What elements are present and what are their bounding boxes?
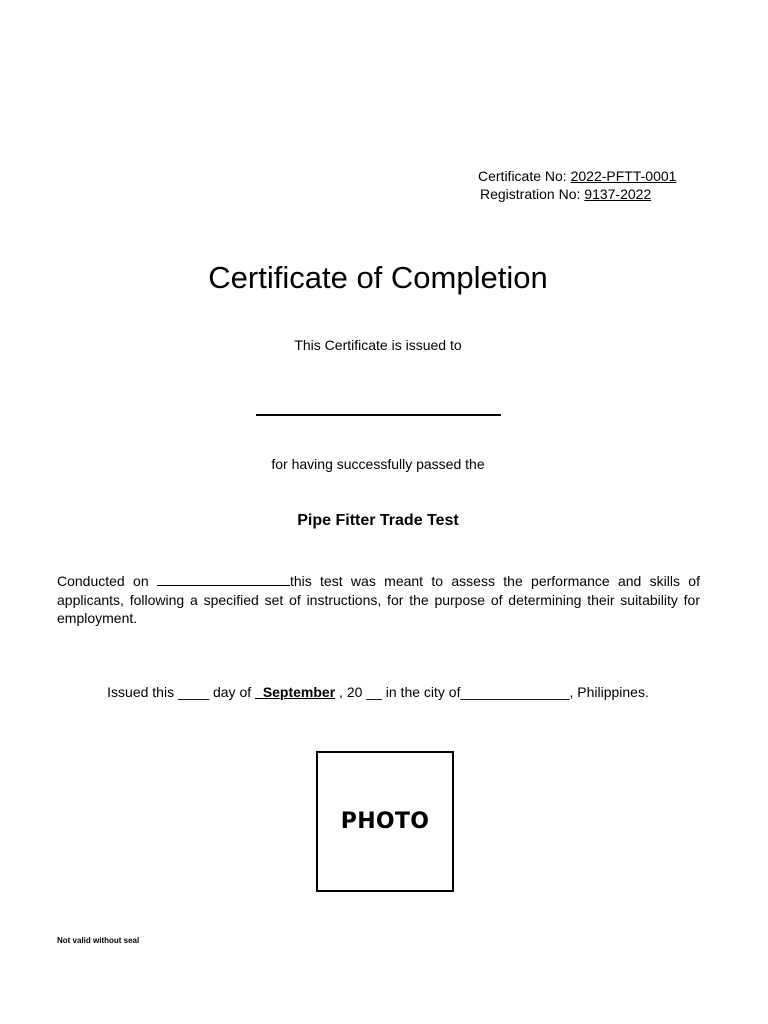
certificate-number-line bbox=[478, 168, 676, 185]
certificate-number-value: 2022-PFTT-0001 bbox=[570, 168, 677, 184]
conducted-date-blank bbox=[157, 573, 290, 586]
registration-number-value: 9137-2022 bbox=[584, 186, 652, 202]
issued-part2: , 20 __ in the city of______________, Philippines. bbox=[335, 684, 649, 700]
issued-line bbox=[0, 684, 756, 701]
seal-note: Not valid without seal bbox=[57, 936, 140, 945]
recipient-name-blank bbox=[256, 414, 501, 416]
certificate-number-label: Certificate No: bbox=[478, 168, 567, 184]
conducted-prefix: Conducted on bbox=[57, 573, 157, 589]
issued-month bbox=[255, 684, 335, 700]
conducted-body: this test was meant to assess the performance and skills of applicants, following a specified set of instructions, for the purpose of determining their suitability for employment. bbox=[57, 573, 700, 626]
registration-number-label: Registration No: bbox=[480, 186, 581, 202]
issued-part1: Issued this ____ day of bbox=[107, 684, 256, 700]
test-name: Pipe Fitter Trade Test bbox=[297, 512, 459, 529]
photo-box bbox=[316, 751, 454, 892]
certificate-title: Certificate of Completion bbox=[208, 260, 548, 295]
photo-label: PHOTO bbox=[340, 809, 430, 834]
issued-month-prefix: _ bbox=[255, 684, 263, 700]
issued-to-text: This Certificate is issued to bbox=[294, 337, 462, 353]
registration-number-line bbox=[480, 186, 651, 203]
conducted-paragraph bbox=[57, 572, 700, 628]
issued-month-value: September bbox=[262, 684, 336, 700]
passed-text: for having successfully passed the bbox=[271, 456, 485, 472]
